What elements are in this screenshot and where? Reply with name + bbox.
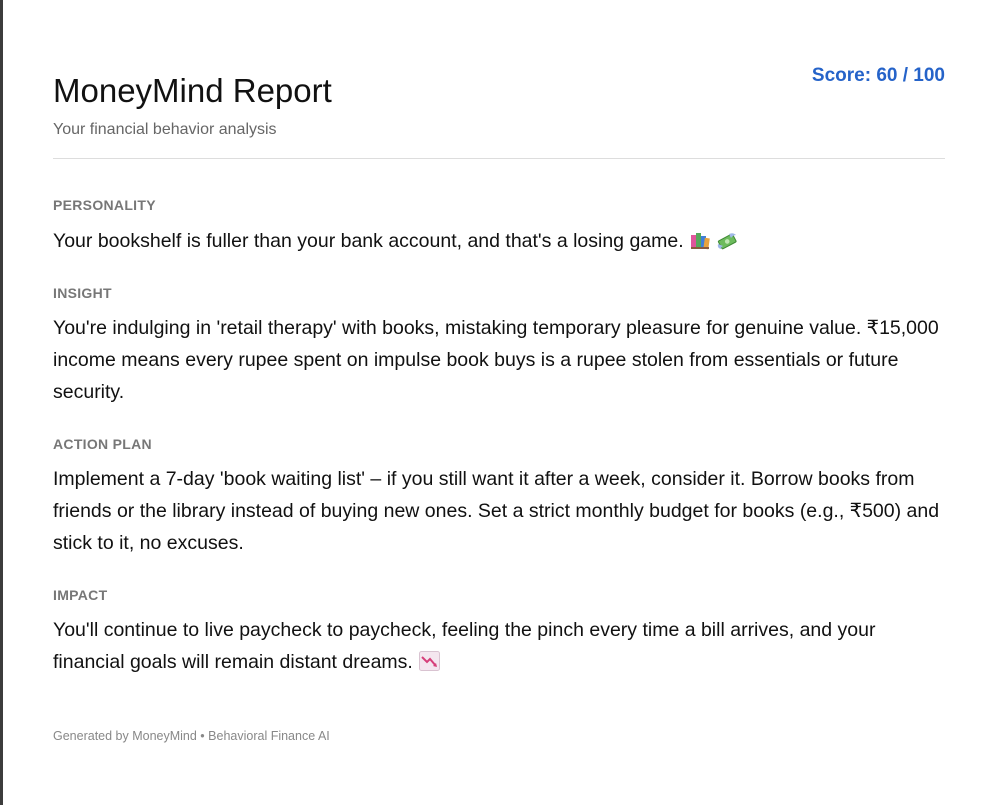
action-plan-text: Implement a 7-day 'book waiting list' – if you still want it after a week, consider it. Borrow books from friends or the library instead of buying new ones. Set a strict monthly budget for books (e.g., ₹500) and stick to it, no excuses. [53,468,940,554]
personality-label: PERSONALITY [53,197,156,213]
action-plan-label: ACTION PLAN [53,436,152,452]
report-header [53,0,945,159]
impact-text-content: You'll continue to live paycheck to paycheck, feeling the pinch every time a bill arrives, and your financial goals will remain distant dreams. [53,619,876,673]
chart-decreasing-icon [419,649,440,681]
impact-label: IMPACT [53,587,108,603]
report-page [53,0,945,805]
books-icon [690,228,710,260]
insight-label: INSIGHT [53,285,112,301]
report-footer: Generated by MoneyMind • Behavioral Finance AI [53,729,330,743]
score-badge: Score: 60 / 100 [811,65,945,86]
personality-text-content: Your bookshelf is fuller than your bank account, and that's a losing game. [53,230,684,252]
window-edge [0,0,3,805]
personality-text [53,225,945,260]
money-with-wings-icon [716,228,738,260]
page-subtitle: Your financial behavior analysis [53,121,277,138]
impact-text [53,614,945,681]
insight-text: You're indulging in 'retail therapy' with books, mistaking temporary pleasure for genuine value. ₹15,000 income means every rupee spent on impulse book buys is a rupee stolen from essentials or future security. [53,317,939,403]
page-title: MoneyMind Report [53,72,332,109]
